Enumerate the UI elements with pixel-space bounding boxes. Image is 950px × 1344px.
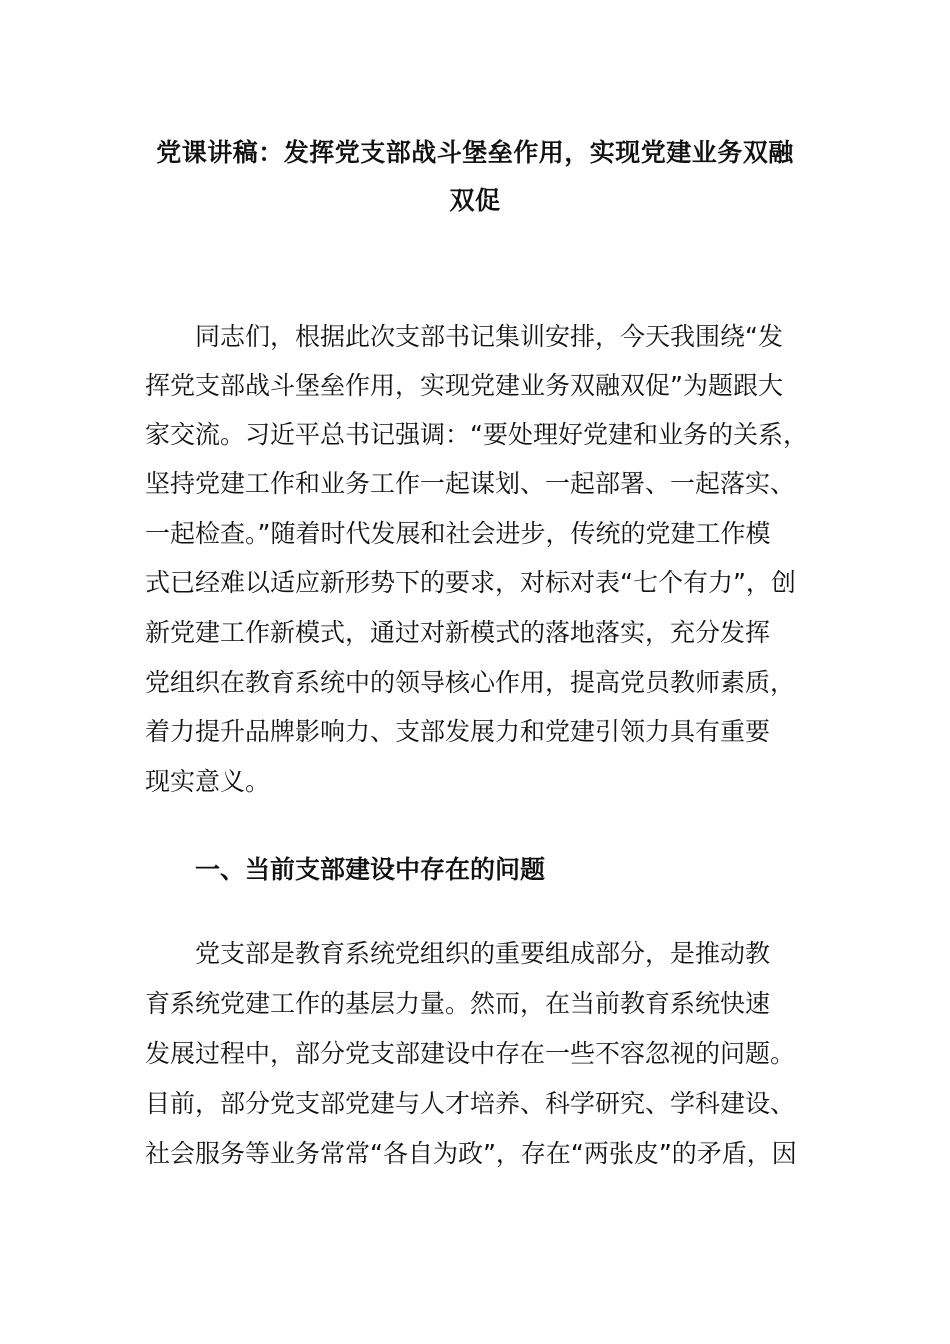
paragraph-1-line-10: 现实意义。 [145, 767, 271, 796]
paragraph-1-line-1: 同志们，根据此次支部书记集训安排，今天我围绕“发 [195, 322, 783, 351]
paragraph-2-line-2: 育系统党建工作的基层力量。然而，在当前教育系统快速 [145, 989, 771, 1018]
document-title-line-2: 双促 [449, 186, 501, 215]
paragraph-1-line-6: 式已经难以适应新形势下的要求，对标对表“七个有力”，创 [145, 568, 796, 597]
paragraph-2-line-5: 社会服务等业务常常“各自为政”，存在“两张皮”的矛盾，因 [145, 1139, 797, 1168]
paragraph-1-line-4: 坚持党建工作和业务工作一起谋划、一起部署、一起落实、 [145, 469, 796, 498]
paragraph-1-line-8: 党组织在教育系统中的领导核心作用，提高党员教师素质， [145, 668, 796, 697]
paragraph-1-line-5: 一起检查。”随着时代发展和社会进步，传统的党建工作模 [145, 519, 771, 548]
paragraph-2-line-3: 发展过程中，部分党支部建设中存在一些不容忽视的问题。 [145, 1039, 796, 1068]
paragraph-2-line-4: 目前，部分党支部党建与人才培养、科学研究、学科建设、 [145, 1089, 796, 1118]
paragraph-1-line-3: 家交流。习近平总书记强调：“要处理好党建和业务的关系， [145, 420, 808, 449]
paragraph-1-line-7: 新党建工作新模式，通过对新模式的落地落实，充分发挥 [145, 618, 771, 647]
section-1-heading: 一、当前支部建设中存在的问题 [195, 855, 546, 884]
paragraph-1-line-2: 挥党支部战斗堡垒作用，实现党建业务双融双促”为题跟大 [145, 371, 783, 400]
paragraph-1-line-9: 着力提升品牌影响力、支部发展力和党建引领力具有重要 [145, 717, 771, 746]
document-title-line-1: 党课讲稿：发挥党支部战斗堡垒作用，实现党建业务双融 [156, 138, 794, 167]
paragraph-2-line-1: 党支部是教育系统党组织的重要组成部分，是推动教 [195, 939, 771, 968]
